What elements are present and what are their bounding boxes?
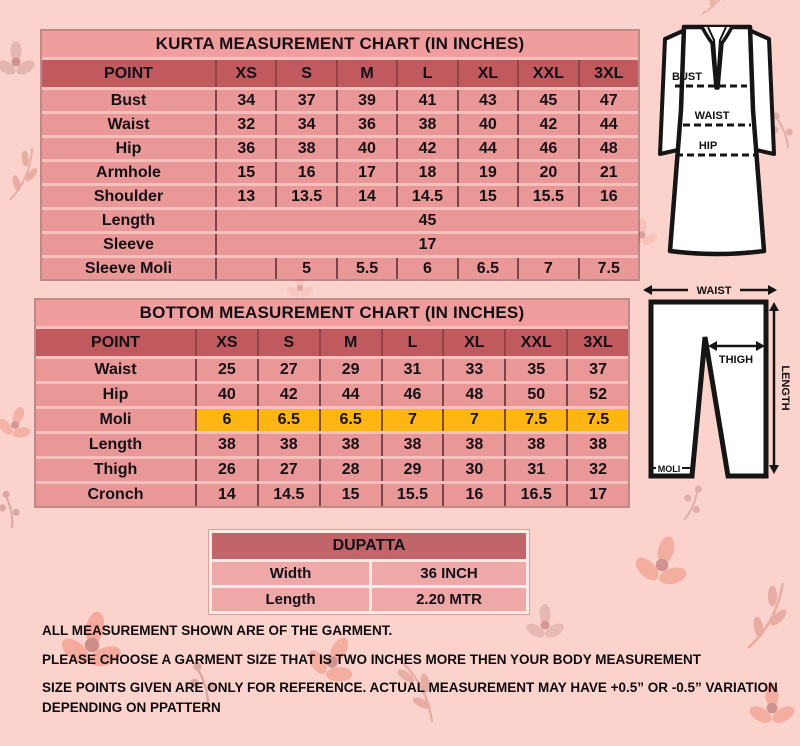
value-cell: 34 — [275, 114, 335, 135]
bust-label: BUST — [672, 71, 702, 83]
note-line: ALL MEASUREMENT SHOWN ARE OF THE GARMENT. — [42, 623, 393, 638]
value-cell: 38 — [275, 138, 335, 159]
value-cell: 38 — [195, 434, 257, 456]
table-row — [212, 585, 526, 611]
value-cell: 14 — [195, 484, 257, 506]
column-header: XL — [457, 60, 517, 87]
value-cell: 5 — [275, 258, 335, 279]
row-label: Width — [269, 565, 312, 582]
value-cell: 16 — [442, 484, 504, 506]
measurement-notes — [42, 621, 790, 726]
value-cell: 5.5 — [336, 258, 396, 279]
value-cell: 27 — [257, 359, 319, 381]
value-cell: 44 — [457, 138, 517, 159]
value-cell: 16.5 — [504, 484, 566, 506]
note-line: PLEASE CHOOSE A GARMENT SIZE THAT IS TWO INCHES MORE THEN YOUR BODY MEASUREMENT — [42, 651, 702, 667]
kurta-diagram — [641, 18, 793, 260]
column-header: M — [336, 60, 396, 87]
value-cell: 38 — [396, 114, 456, 135]
bottom-measurement-chart — [34, 298, 630, 508]
table-row — [212, 559, 526, 585]
pant-length-label: LENGTH — [779, 365, 791, 411]
value-cell: 15 — [215, 162, 275, 183]
row-label: Shoulder — [93, 187, 164, 205]
column-header: 3XL — [566, 329, 628, 356]
value-cell: 6 — [396, 258, 456, 279]
value-cell: 13 — [215, 186, 275, 207]
value-cell: 6 — [195, 409, 257, 431]
value-cell: 41 — [396, 90, 456, 111]
value-cell: 30 — [442, 459, 504, 481]
value-cell: 50 — [504, 384, 566, 406]
pant-thigh-label: THIGH — [718, 354, 754, 366]
value-cell: 15.5 — [517, 186, 577, 207]
value-cell: 2.20 MTR — [369, 588, 526, 611]
value-cell: 27 — [257, 459, 319, 481]
pant-waist-label: WAIST — [696, 285, 732, 297]
value-cell: 31 — [381, 359, 443, 381]
row-label: Length — [101, 211, 156, 229]
table-row — [42, 135, 638, 159]
row-label: Cronch — [87, 486, 144, 503]
value-cell: 35 — [504, 359, 566, 381]
column-header: XS — [195, 329, 257, 356]
table-row — [36, 406, 628, 431]
value-cell: 14.5 — [396, 186, 456, 207]
value-cell: 16 — [578, 186, 638, 207]
value-cell: 48 — [442, 384, 504, 406]
value-cell: 14.5 — [257, 484, 319, 506]
value-cell: 15.5 — [381, 484, 443, 506]
value-cell: 31 — [504, 459, 566, 481]
value-cell: 7 — [381, 409, 443, 431]
value-cell: 45 — [517, 90, 577, 111]
value-cell: 47 — [578, 90, 638, 111]
value-cell: 40 — [336, 138, 396, 159]
value-cell: 6.5 — [319, 409, 381, 431]
waist-label: WAIST — [694, 110, 730, 122]
arrowhead-icon — [769, 465, 779, 474]
value-cell: 20 — [517, 162, 577, 183]
value-cell: 44 — [319, 384, 381, 406]
value-cell: 29 — [381, 459, 443, 481]
hip-label: HIP — [698, 140, 718, 152]
value-cell: 43 — [457, 90, 517, 111]
column-header: POINT — [104, 64, 153, 82]
pant-diagram — [636, 280, 794, 494]
value-cell: 37 — [566, 359, 628, 381]
value-cell: 46 — [517, 138, 577, 159]
value-cell: 6.5 — [457, 258, 517, 279]
value-cell: 28 — [319, 459, 381, 481]
bottom-chart-title-text: BOTTOM MEASUREMENT CHART (IN INCHES) — [139, 303, 525, 322]
table-row — [36, 456, 628, 481]
value-cell: 39 — [336, 90, 396, 111]
value-cell: 33 — [442, 359, 504, 381]
column-header: M — [319, 329, 381, 356]
merged-value-cell: 17 — [215, 234, 638, 255]
column-header: XS — [215, 60, 275, 87]
table-row — [42, 159, 638, 183]
value-cell: 15 — [457, 186, 517, 207]
row-label: Waist — [107, 115, 150, 133]
bottom-chart-header-row — [36, 329, 628, 356]
merged-value-cell: 45 — [215, 210, 638, 231]
value-cell: 42 — [257, 384, 319, 406]
value-cell: 7.5 — [566, 409, 628, 431]
table-row — [42, 255, 638, 279]
value-cell: 37 — [275, 90, 335, 111]
value-cell: 40 — [457, 114, 517, 135]
row-label: Armhole — [96, 163, 161, 181]
value-cell: 40 — [195, 384, 257, 406]
column-header: XXL — [504, 329, 566, 356]
kurta-chart-title — [42, 31, 638, 60]
table-row — [42, 183, 638, 207]
value-cell: 36 — [215, 138, 275, 159]
kurta-chart-header-row — [42, 60, 638, 87]
table-row — [42, 87, 638, 111]
table-row — [36, 381, 628, 406]
table-row — [36, 481, 628, 506]
value-cell: 15 — [319, 484, 381, 506]
row-label: Sleeve — [103, 235, 154, 253]
value-cell: 38 — [257, 434, 319, 456]
row-label: Hip — [115, 139, 142, 157]
value-cell: 13.5 — [275, 186, 335, 207]
row-label: Thigh — [93, 461, 138, 478]
table-row — [42, 207, 638, 231]
column-header: L — [396, 60, 456, 87]
row-label: Length — [88, 436, 143, 453]
value-cell: 18 — [396, 162, 456, 183]
kurta-chart-title-text: KURTA MEASUREMENT CHART (IN INCHES) — [155, 34, 525, 53]
column-header: 3XL — [578, 60, 638, 87]
kurta-chart-body — [42, 87, 638, 279]
kurta-measurement-chart — [40, 29, 640, 281]
value-cell: 7.5 — [578, 258, 638, 279]
value-cell: 38 — [566, 434, 628, 456]
column-header: POINT — [91, 333, 140, 351]
value-cell: 42 — [396, 138, 456, 159]
arrowhead-icon — [643, 285, 652, 295]
table-row — [36, 356, 628, 381]
row-label: Sleeve Moli — [84, 259, 173, 277]
value-cell: 26 — [195, 459, 257, 481]
row-label: Hip — [102, 386, 129, 403]
column-header: XXL — [517, 60, 577, 87]
column-header: S — [275, 60, 335, 87]
value-cell: 34 — [215, 90, 275, 111]
value-cell: 32 — [215, 114, 275, 135]
value-cell: 7 — [517, 258, 577, 279]
value-cell: 38 — [319, 434, 381, 456]
value-cell: 42 — [517, 114, 577, 135]
value-cell: 46 — [381, 384, 443, 406]
value-cell: 21 — [578, 162, 638, 183]
value-cell: 19 — [457, 162, 517, 183]
value-cell: 16 — [275, 162, 335, 183]
row-label: Waist — [94, 361, 137, 378]
value-cell: 14 — [336, 186, 396, 207]
column-header: L — [381, 329, 443, 356]
dupatta-table — [209, 530, 529, 614]
value-cell: 36 — [336, 114, 396, 135]
value-cell: 38 — [442, 434, 504, 456]
value-cell: 48 — [578, 138, 638, 159]
bottom-chart-body — [36, 356, 628, 506]
value-cell: 52 — [566, 384, 628, 406]
row-label: Length — [265, 591, 316, 608]
value-cell: 32 — [566, 459, 628, 481]
value-cell: 17 — [566, 484, 628, 506]
column-header: XL — [442, 329, 504, 356]
table-row — [36, 431, 628, 456]
dupatta-table-title: DUPATTA — [212, 533, 526, 559]
arrowhead-icon — [768, 285, 777, 295]
value-cell: 29 — [319, 359, 381, 381]
row-label: Bust — [110, 91, 147, 109]
value-cell: 44 — [578, 114, 638, 135]
arrowhead-icon — [769, 302, 779, 311]
pant-moli-label: MOLI — [657, 464, 681, 474]
table-row — [42, 111, 638, 135]
value-cell: 17 — [336, 162, 396, 183]
bottom-chart-title — [36, 300, 628, 329]
pant-outline — [651, 302, 766, 476]
value-cell: 36 INCH — [369, 562, 526, 585]
value-cell: 7.5 — [504, 409, 566, 431]
note-line: SIZE POINTS GIVEN ARE ONLY FOR REFERENCE. ACTUAL MEASUREMENT MAY HAVE +0.5” OR -0.5” VARIATION DEPENDING ON PPATTERN — [42, 680, 778, 715]
value-cell: 7 — [442, 409, 504, 431]
value-cell: 25 — [195, 359, 257, 381]
column-header: S — [257, 329, 319, 356]
value-cell: 6.5 — [257, 409, 319, 431]
value-cell: 38 — [381, 434, 443, 456]
table-row — [42, 231, 638, 255]
value-cell — [215, 258, 275, 279]
row-label: Moli — [99, 411, 132, 428]
value-cell: 38 — [504, 434, 566, 456]
